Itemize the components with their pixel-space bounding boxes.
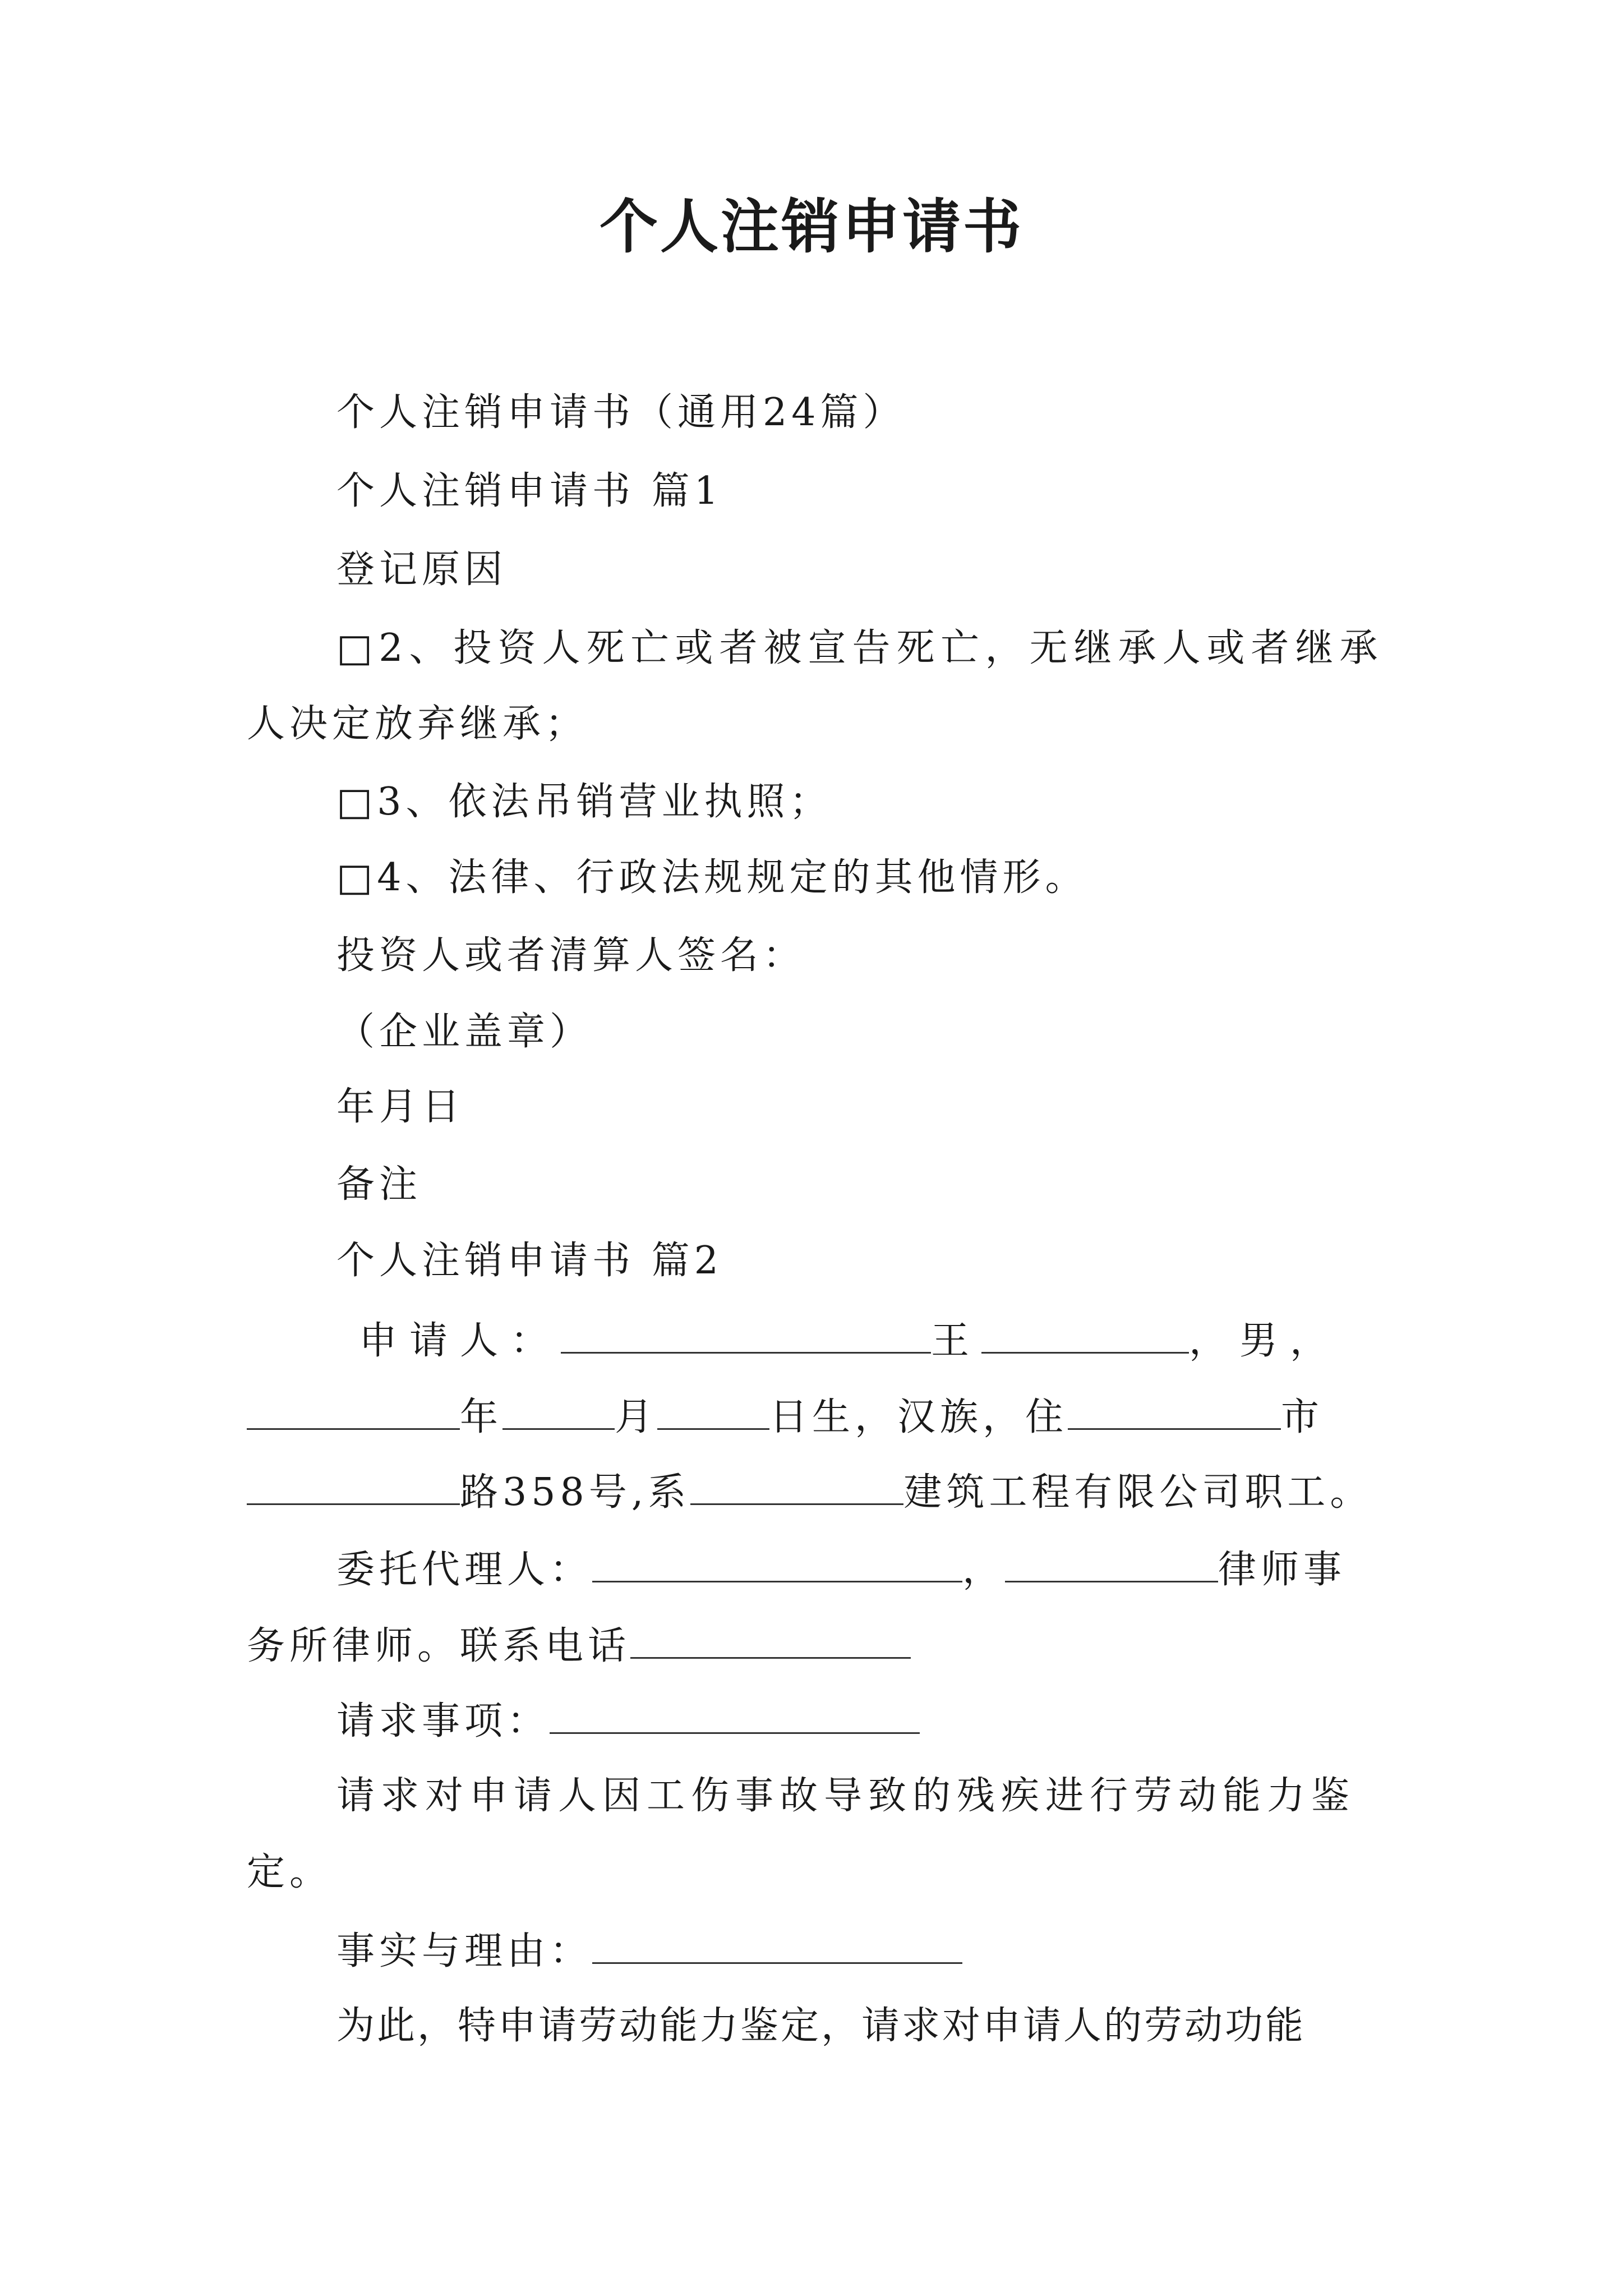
item4: □4、法律、行政法规规定的其他情形。 [336, 855, 1088, 900]
request-label: 请求事项： [336, 1699, 550, 1743]
document-title: 个人注销申请书 [599, 192, 1023, 261]
law-firm-line [247, 1624, 911, 1668]
birth-day-ethnicity: 日生，汉族，住 [769, 1395, 1068, 1439]
road-blank [247, 1471, 460, 1505]
law-firm-blank [1005, 1548, 1218, 1582]
city-suffix: 市 [1281, 1395, 1324, 1439]
agent-line [336, 1548, 1347, 1592]
facts-line [336, 1930, 962, 1971]
company-suffix: 建筑工程有限公司职工。 [903, 1470, 1373, 1515]
applicant-surname: 王 [931, 1319, 982, 1363]
item2-line1: □2、投资人死亡或者被宣告死亡，无继承人或者继承 [336, 626, 1384, 670]
section1-heading: 个人注销申请书 篇1 [336, 469, 723, 513]
request-line [336, 1700, 920, 1741]
agent-name-blank [592, 1548, 962, 1582]
birth-month-label: 月 [615, 1395, 658, 1439]
item2-line2: 人决定放弃继承； [247, 702, 588, 746]
applicant-label: 申请人： [359, 1319, 561, 1363]
applicant-name-blank [561, 1319, 931, 1354]
applicant-name-blank-2 [981, 1319, 1189, 1354]
law-firm-suffix: 务所律师。联系电话 [247, 1624, 631, 1668]
birth-day-blank [657, 1396, 769, 1430]
law-firm-prefix: 律师事 [1218, 1548, 1347, 1592]
seal-label: （企业盖章） [336, 1010, 593, 1054]
document-subtitle: 个人注销申请书（通用24篇） [336, 390, 906, 435]
phone-blank [630, 1625, 911, 1659]
birth-month-blank [502, 1396, 615, 1430]
city-blank [1068, 1396, 1281, 1430]
birth-year-label: 年 [460, 1395, 503, 1439]
company-blank [690, 1471, 903, 1505]
address-line [247, 1470, 1373, 1515]
birth-year-blank [247, 1396, 460, 1430]
signature-label: 投资人或者清算人签名： [336, 933, 806, 978]
request-blank [550, 1700, 920, 1734]
applicant-line [359, 1319, 1341, 1363]
birth-line [247, 1396, 1324, 1437]
applicant-gender: ，男， [1189, 1319, 1341, 1363]
agent-comma: ， [962, 1548, 1006, 1592]
request-line1: 请求对申请人因工伤事故导致的残疾进行劳动能力鉴 [336, 1774, 1356, 1818]
facts-blank [592, 1930, 962, 1964]
facts-line1: 为此，特申请劳动能力鉴定，请求对申请人的劳动功能 [336, 2004, 1306, 2048]
road-number: 路358号,系 [460, 1470, 691, 1515]
date-label: 年月日 [336, 1085, 465, 1129]
request-line2: 定。 [247, 1850, 333, 1894]
item3: □3、依法吊销营业执照； [336, 780, 832, 824]
section2-heading: 个人注销申请书 篇2 [336, 1239, 723, 1283]
agent-label: 委托代理人： [336, 1548, 593, 1592]
facts-label: 事实与理由： [336, 1929, 593, 1973]
remark-label: 备注 [336, 1162, 422, 1207]
reason-label: 登记原因 [336, 547, 508, 592]
